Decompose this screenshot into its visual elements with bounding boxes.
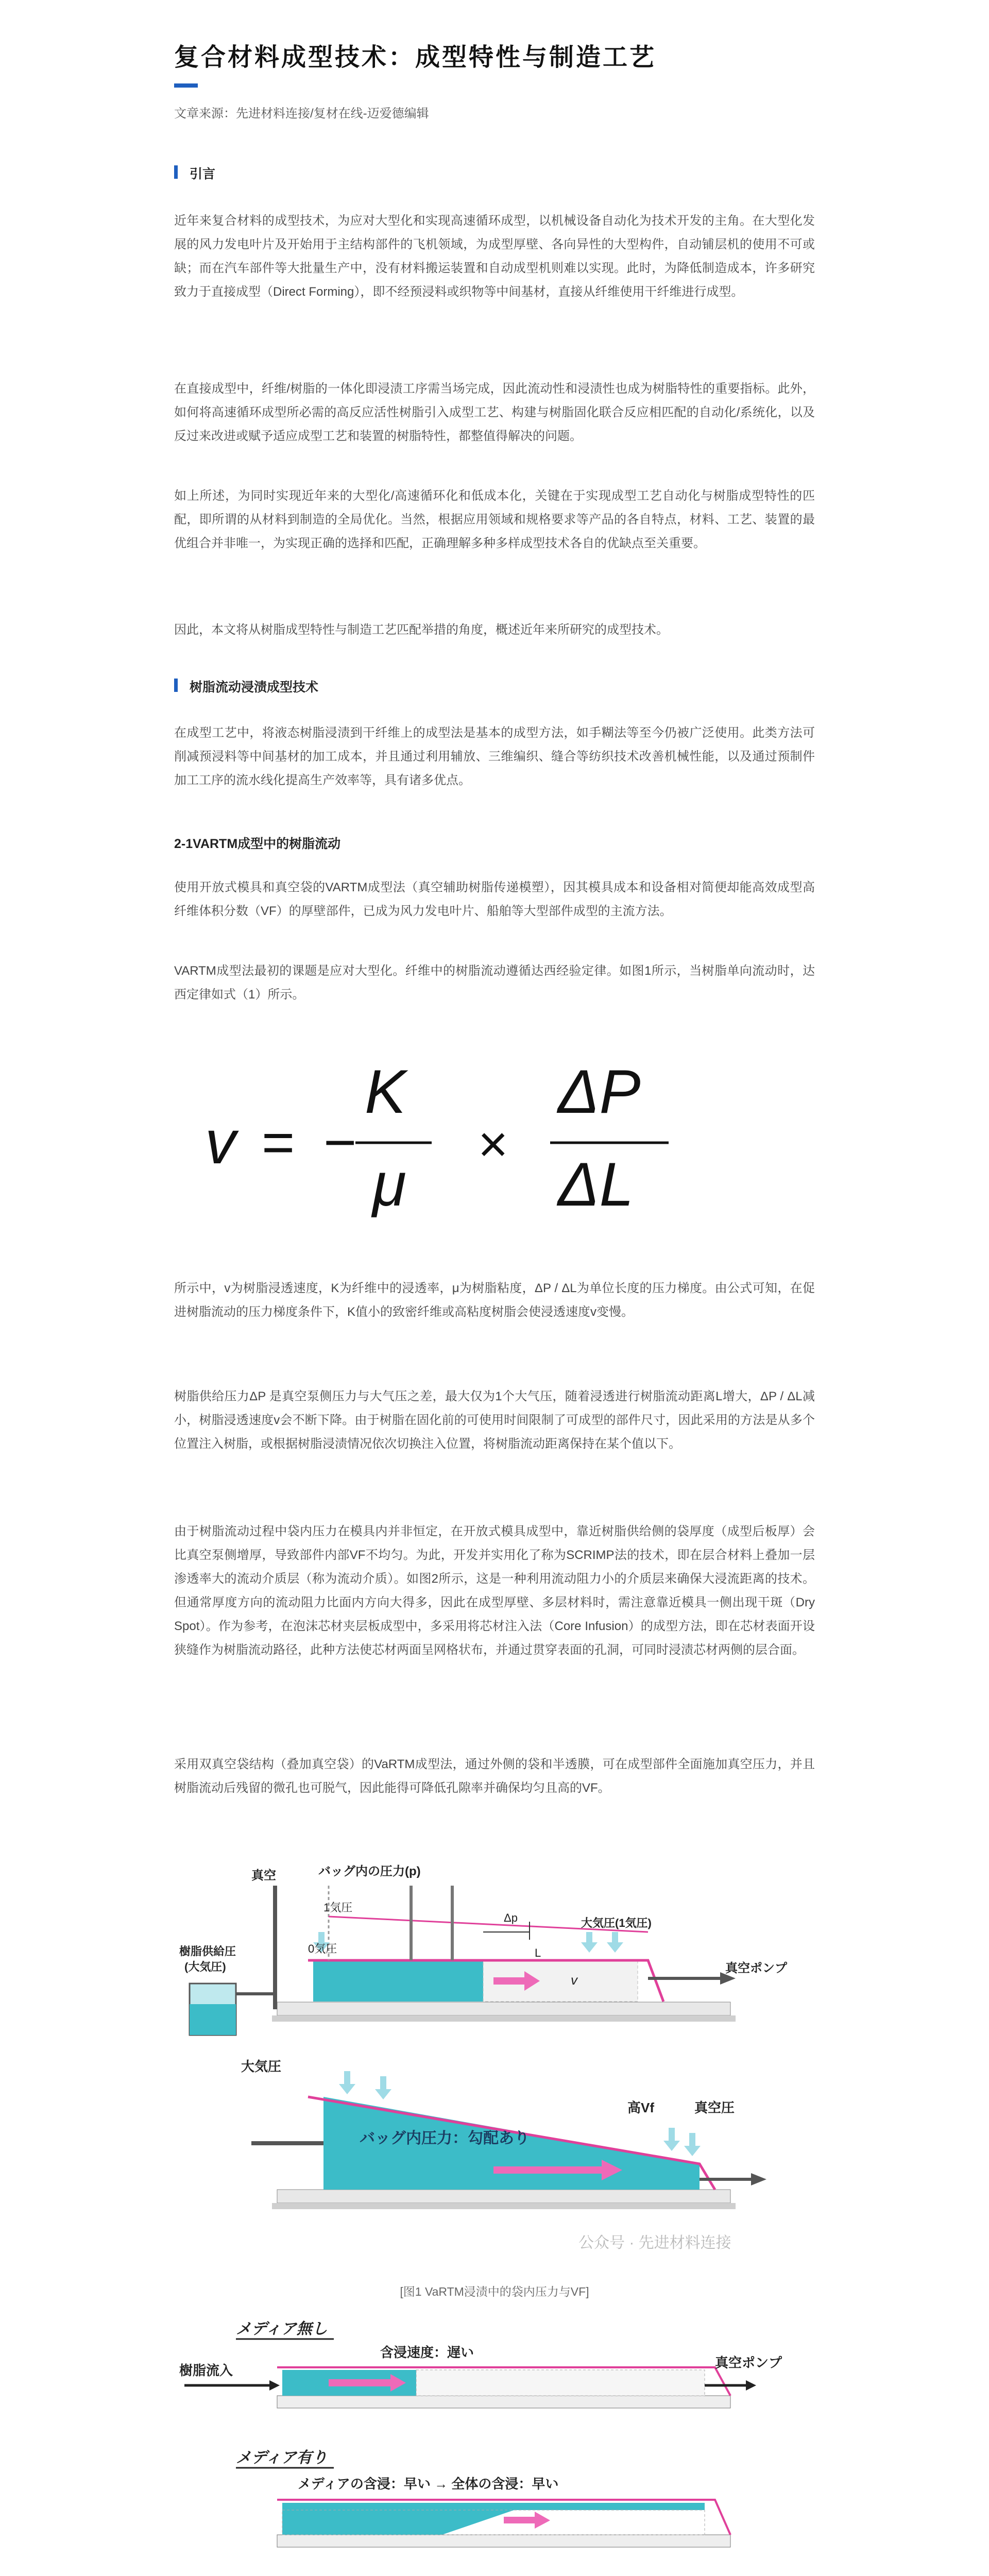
formula-times: × (478, 1115, 508, 1173)
fig2-speed-slow: 含浸速度：遅い (380, 2345, 474, 2360)
paragraph-1: 近年来复合材料的成型技术，为应对大型化和实现高速循环成型，以机械设备自动化为技术开发的主角。在大型化发展的风力发电叶片及开始用于主结构部件的飞机领域，为成型厚壁、各向异性的大型构件，自动铺层机的使用不可或缺；而在汽车部件等大批量生产中，没有材料搬运装置和自动成型机则难以实现。此时，为降低制造成本，许多研究致力于直接成型（Direct Forming），即不经预浸料或织物等中间基材，直接从纤维使用干纤维进行成型。 (174, 214, 815, 299)
formula-delta-p: ΔP (558, 1057, 641, 1126)
vacuum-arrow-lower (751, 2173, 766, 2185)
title-underline (174, 83, 198, 88)
formula-equals: = (262, 1111, 295, 1174)
fig2-vacuum-pump-a: 真空ポンプ (715, 2355, 782, 2370)
fig2-speed-fast: メディアの含浸：早い → 全体の含浸：早い (298, 2476, 559, 2492)
section-heading-resin-flow: 树脂流动浸渍成型技术 (174, 677, 318, 696)
fig1-vacuum-pump: 真空ポンプ (725, 1961, 787, 1975)
paragraph-5: 在成型工艺中，将液态树脂浸渍到干纤维上的成型法是基本的成型方法，如手糊法等至今仍被广泛使用。此类方法可削减预浸料等中间基材的加工成本，并且通过利用辅放、三维编织、缝合等纺织技术改善机械性能，以及通过预制件加工工序的流水线化提高生产效率等，具有诸多优点。 (174, 726, 815, 787)
paragraph-3: 如上所述，为同时实现近年来的大型化/高速循环化和低成本化，关键在于实现成型工艺自动化与树脂成型特性的匹配，即所谓的从材料到制造的全局优化。当然，根据应用领域和规格要求等产品的各自特点，材料、工艺、装置的最优组合并非唯一，为实现正确的选择和匹配，正确理解多种多样成型技术各自的优缺点至关重要。 (174, 489, 815, 550)
fig1-vacuum-pressure: 真空圧 (694, 2100, 735, 2115)
atm-arrow-1 (581, 1932, 598, 1953)
fig2-no-media: メディア無し (236, 2320, 328, 2337)
paragraph-7: VARTM成型法最初的课题是应对大型化。纤维中的树脂流动遵循达西经验定律。如图1所示，当树脂单向流动时，达西定律如式（1）所示。 (174, 964, 815, 1002)
fig1-l: L (535, 1946, 541, 1959)
fig1-resin-supply: 樹脂供給圧 (179, 1945, 236, 1958)
fig2-resin-b (282, 2510, 514, 2535)
fig1-high-vf: 高Vf (627, 2100, 655, 2115)
formula-k: K (365, 1057, 406, 1126)
formula-minus: − (323, 1111, 357, 1174)
figure-1-caption: [图1 VaRTM浸渍中的袋内压力与VF] (400, 2285, 589, 2298)
article-title: 复合材料成型技术：成型特性与制造工艺 (174, 44, 657, 71)
resin-in-pot (190, 2004, 236, 2035)
figure-1-vartm-pressure (174, 1855, 815, 2277)
formula-mu: μ (372, 1150, 406, 1219)
mold-base-upper (272, 2015, 736, 2022)
atm-arrow-lower-3 (663, 2128, 680, 2151)
fig1-one-atm: 1気圧 (323, 1901, 353, 1914)
fig1-atm-right: 大気圧(1気圧) (581, 1917, 652, 1929)
mold-plate-upper (277, 2002, 730, 2015)
watermark-fig1: 公众号 · 先进材料连接 (578, 2234, 731, 2251)
mold-base-lower (272, 2203, 736, 2209)
paragraph-8: 所示中，v为树脂浸透速度，K为纤维中的浸透率，μ为树脂粘度，ΔP / ΔL为单位长度的压力梯度。由公式可知，在促进树脂流动的压力梯度条件下，K值小的致密纤维或高粘度树脂会使浸透速度v变慢。 (174, 1281, 815, 1319)
fig1-gradient: バッグ内圧力：勾配あり (360, 2130, 530, 2147)
fig2-mold-a (277, 2396, 730, 2408)
fig1-zero-atm: 0気圧 (308, 1942, 337, 1955)
fig2-resin-in-a: 樹脂流入 (179, 2363, 233, 2378)
paragraph-6: 使用开放式模具和真空袋的VARTM成型法（真空辅助树脂传递模塑），因其模具成本和设备相对简便却能高效成型高纤维体积分数（VF）的厚壁部件，已成为风力发电叶片、船舶等大型部件成型的主流方法。 (174, 880, 815, 918)
atm-arrow-2 (607, 1932, 623, 1953)
darcy-formula (174, 1036, 815, 1257)
section-heading-intro: 引言 (174, 164, 215, 182)
paragraph-9: 树脂供给压力ΔP 是真空泵侧压力与大气压之差，最大仅为1个大气压，随着浸透进行树脂流动距离L增大，ΔP / ΔL减小，树脂浸透速度v会不断下降。由于树脂在固化前的可使用时间限制了可成型的部件尺寸，因此采用的方法是从多个位置注入树脂，或根据树脂浸渍情况依次切换注入位置，将树脂流动距离保持在某个值以下。 (174, 1389, 815, 1451)
paragraph-2: 在直接成型中，纤维/树脂的一体化即浸渍工序需当场完成，因此流动性和浸渍性也成为树脂特性的重要指标。此外，如何将高速循环成型所必需的高反应活性树脂引入成型工艺、构建与树脂固化联合反应相匹配的自动化/系统化，以及反过来改进或赋予适应成型工艺和装置的树脂特性，都整值得解决的问题。 (174, 382, 815, 443)
paragraph-10: 由于树脂流动过程中袋内压力在模具内并非恒定，在开放式模具成型中，靠近树脂供给侧的袋厚度（成型后板厚）会比真空泵侧增厚，导致部件内部VF不均匀。为此，开发并实用化了称为SCRIMP法的技术，即在层合材料上叠加一层渗透率大的流动介质层（称为流动介质）。如图2所示，这是一种利用流动阻力小的介质层来确保大浸流距离的技术。但通常厚度方向的流动阻力比面内方向大得多，因此在成型厚壁、多层材料时，需注意靠近模具一侧出现干斑（Dry Spot）。作为参考，在泡沫芯材夹层板成型中，多采用将芯材注入法（Core Infusion）的成型方法，即在芯材表面开设狭缝作为树脂流动路径，此种方法使芯材两面呈网格状布，并通过贯穿表面的孔洞，可同时浸渍芯材两侧的层合面。 (174, 1524, 815, 1657)
fig1-v: v (571, 1972, 577, 1988)
paragraph-4: 因此，本文将从树脂成型特性与制造工艺匹配举措的角度，概述近年来所研究的成型技术。 (174, 623, 669, 637)
article-source: 文章来源：先进材料连接/复材在线-迈爱德编辑 (174, 107, 429, 121)
fig1-dp: Δp (504, 1911, 518, 1924)
subheading-vartm: 2-1VARTM成型中的树脂流动 (174, 837, 341, 851)
formula-v: v (205, 1108, 236, 1177)
atm-arrow-lower-2 (375, 2076, 391, 2099)
resin-impregnated-region (313, 1960, 483, 2002)
fig1-vacuum-top: 真空 (251, 1869, 276, 1883)
mold-plate-lower (277, 2190, 730, 2203)
formula-delta-l: ΔL (558, 1150, 634, 1219)
fig1-resin-supply-sub: (大気圧) (184, 1960, 226, 1973)
fig1-bag-pressure: バッグ内の圧力(p) (318, 1865, 421, 1878)
atm-arrow-lower-4 (684, 2133, 701, 2156)
atm-arrow-lower-1 (339, 2071, 355, 2094)
fig2-with-media: メディア有り (236, 2449, 328, 2466)
fig1-atm-lower: 大気圧 (241, 2059, 282, 2074)
figure-2-media-impregnation (174, 2308, 815, 2576)
paragraph-11: 采用双真空袋结构（叠加真空袋）的VaRTM成型法，通过外侧的袋和半透膜，可在成型部件全面施加真空压力，并且树脂流动后残留的微孔也可脱气，因此能得可降低孔隙率并确保均匀且高的VF。 (174, 1757, 815, 1795)
fig2-media-layer (282, 2503, 705, 2510)
fig2-mold-b (277, 2535, 730, 2547)
